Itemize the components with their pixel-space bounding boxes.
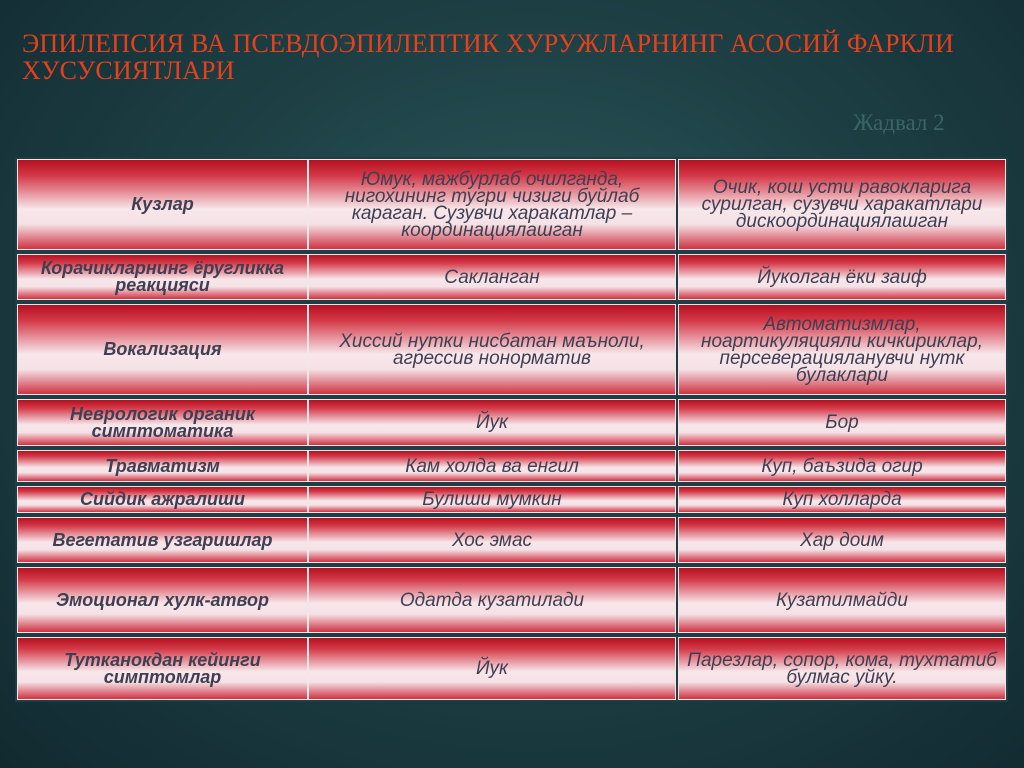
table-cell-feature: Неврологик органик симптоматика — [17, 399, 308, 446]
table-cell-pseudoepileptic: Юмук, мажбурлаб очилганда, нигохининг тугри чизиги буйлаб караган. Сузувчи харакатлар – координациялашган — [308, 159, 676, 250]
table-cell-pseudoepileptic: Одатда кузатилади — [308, 567, 676, 633]
table-cell-pseudoepileptic: Кам холда ва енгил — [308, 450, 676, 482]
table-cell-pseudoepileptic: Хос эмас — [308, 517, 676, 563]
table-caption: Жадвал 2 — [853, 110, 945, 135]
table-cell-feature: Травматизм — [17, 450, 308, 482]
table-cell-epileptic: Куп, баъзида огир — [678, 450, 1006, 482]
table-cell-feature: Вокализация — [17, 304, 308, 395]
table-cell-feature: Вегетатив узгаришлар — [17, 517, 308, 563]
table-cell-feature: Эмоционал хулк-атвор — [17, 567, 308, 633]
table-cell-feature: Корачикларнинг ёругликка реакцияси — [17, 254, 308, 300]
table-cell-pseudoepileptic: Йук — [308, 637, 676, 700]
table-cell-epileptic: Бор — [678, 399, 1006, 446]
table-cell-epileptic: Кузатилмайди — [678, 567, 1006, 633]
table-cell-epileptic: Куп холларда — [678, 486, 1006, 513]
table-cell-pseudoepileptic: Булиши мумкин — [308, 486, 676, 513]
table-cell-epileptic: Йуколган ёки заиф — [678, 254, 1006, 300]
table-cell-feature: Сийдик ажралиши — [17, 486, 308, 513]
table-cell-epileptic: Автоматизмлар, ноартикуляцияли кичкириклар, персеверацияланувчи нутк булаклари — [678, 304, 1006, 395]
table-cell-pseudoepileptic: Хиссий нутки нисбатан маъноли, агрессив нонорматив — [308, 304, 676, 395]
table-cell-feature: Кузлар — [17, 159, 308, 250]
comparison-table — [15, 157, 1008, 702]
table-cell-pseudoepileptic: Йук — [308, 399, 676, 446]
table-cell-epileptic: Хар доим — [678, 517, 1006, 563]
table-cell-epileptic: Очик, кош усти равокларига сурилган, сузувчи харакатлари дискоординациялашган — [678, 159, 1006, 250]
table-cell-pseudoepileptic: Сакланган — [308, 254, 676, 300]
slide-title: ЭПИЛЕПСИЯ ВА ПСЕВДОЭПИЛЕПТИК ХУРУЖЛАРНИНГ АСОСИЙ ФАРКЛИ ХУСУСИЯТЛАРИ — [22, 29, 954, 85]
table-cell-feature: Тутканокдан кейинги симптомлар — [17, 637, 308, 700]
table-cell-epileptic: Парезлар, сопор, кома, тухтатиб булмас уйку. — [678, 637, 1006, 700]
